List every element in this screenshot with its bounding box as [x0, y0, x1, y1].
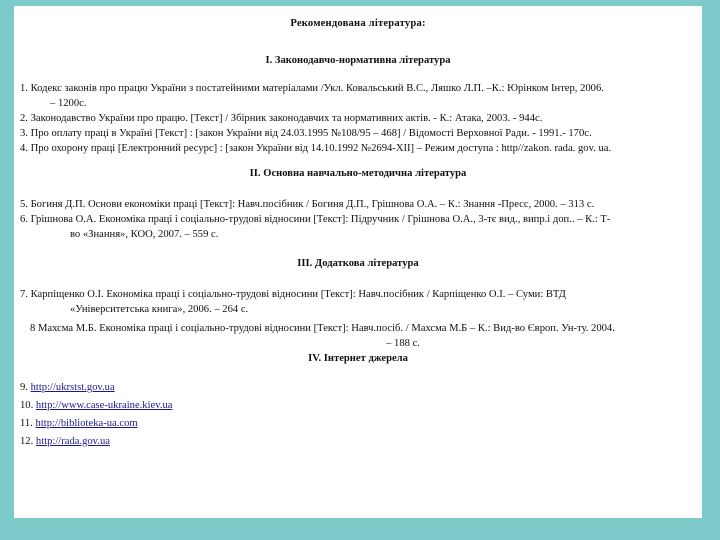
link-item	[20, 398, 696, 413]
section-3-list	[20, 287, 696, 351]
list-item: 7. Карпіщенко О.І. Економіка праці і соціально-трудові відносини [Текст]: Навч.посібник / Карпіщенко О.І. – Суми: ВТД	[20, 289, 566, 300]
internet-links-list	[20, 380, 696, 449]
section-heading-3: ІІІ. Додаткова література	[297, 258, 419, 269]
list-item: 8 Махсма М.Б. Економіка праці і соціально-трудові відносини [Текст]: Навч.посіб. / Махсма М.Б – К.: Вид-во Європ. Ун-ту. 2004.	[30, 323, 615, 334]
section-heading-1: І. Законодавчо-нормативна література	[265, 55, 451, 66]
link-number: 11.	[20, 418, 33, 429]
list-item-continuation: – 188 с.	[386, 338, 420, 349]
document-page	[14, 6, 702, 518]
list-item-continuation: «Університетська книга», 2006. – 264 с.	[70, 304, 249, 315]
link-case-ukraine[interactable]: http://www.case-ukraine.kiev.ua	[35, 400, 173, 411]
list-item: 5. Богиня Д.П. Основи економіки праці [Текст]: Навч.посібник / Богиня Д.П., Грішнова О.А. – К.: Знання -Пресс, 2000. – 313 с.	[20, 199, 595, 210]
page-title: Рекомендована література:	[290, 18, 426, 29]
list-item: 3. Про оплату праці в Україні [Текст] : [закон України від 24.03.1995 №108/95 – 468] / Відомості Верховної Ради. - 1991.- 170с.	[20, 128, 592, 139]
section-1-list	[20, 81, 696, 156]
link-item	[20, 380, 696, 395]
list-item	[20, 81, 696, 96]
link-number: 9.	[20, 382, 28, 393]
link-item	[20, 434, 696, 449]
link-number: 12.	[20, 436, 34, 447]
link-ukrstst[interactable]: http://ukrstst.gov.ua	[30, 382, 115, 393]
entry-1-text: 1. Кодекс законів про працю України з постатейними матеріалами /Укл. Ковальський В.С., Ляшко Л.П. –К.: Юрінком Інтер, 2006.	[20, 83, 604, 94]
list-item-continuation: во «Знання», КОО, 2007. – 559 с.	[70, 229, 219, 240]
list-item-continuation: – 1200с.	[50, 98, 87, 109]
link-rada[interactable]: http://rada.gov.ua	[35, 436, 110, 447]
link-biblioteka[interactable]: http://biblioteka-ua.com	[35, 418, 138, 429]
list-item: 4. Про охорону праці [Електронний ресурс] : [закон України від 14.10.1992 №2694-XII] – Режим доступа : http//zakon. rada. gov. ua.	[20, 143, 612, 154]
link-number: 10.	[20, 400, 34, 411]
section-heading-2: ІІ. Основна навчально-методична література	[249, 168, 467, 179]
list-item: 6. Грішнова О.А. Економіка праці і соціально-трудові відносини [Текст]: Підручник / Грішнова О.А., 3-тє вид., випр.і доп.. – К.: Т-	[20, 214, 611, 225]
list-item: 2. Законодавство України про працю. [Текст] / Збірник законодавчих та нормативних актів. - К.: Атака, 2003. - 944с.	[20, 113, 543, 124]
section-2-list	[20, 197, 696, 242]
section-heading-4: ІV. Інтернет джерела	[308, 353, 408, 364]
link-item	[20, 416, 696, 431]
